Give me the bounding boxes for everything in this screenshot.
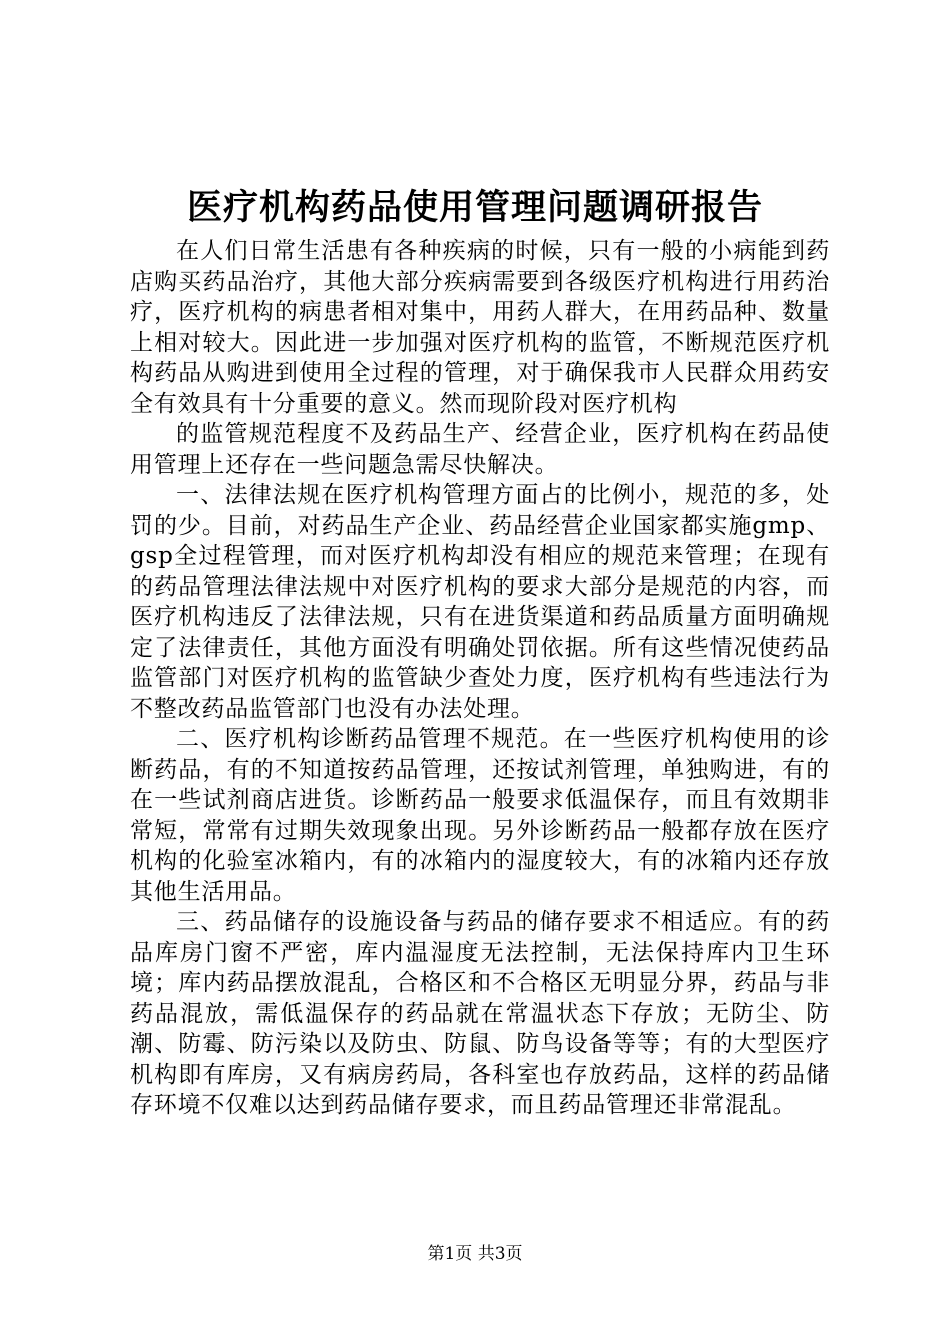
page-number-footer: 第1页 共3页 (427, 1244, 523, 1264)
document-body (130, 236, 830, 1121)
document-title: 医疗机构药品使用管理问题调研报告 (186, 187, 763, 228)
paragraph-intro: 在人们日常生活患有各种疾病的时候，只有一般的小病能到药店购买药品治疗，其他大部分疾病需要到各级医疗机构进行用药治疗，医疗机构的病患者相对集中，用药人群大，在用药品种、数量上相对较大。因此进一步加强对医疗机构的监管，不断规范医疗机构药品从购进到使用全过程的管理，对于确保我市人民群众用药安全有效具有十分重要的意义。然而现阶段对医疗机构 (130, 238, 830, 417)
paragraph-intro-continued: 的监管规范程度不及药品生产、经营企业，医疗机构在药品使用管理上还存在一些问题急需尽快解决。 (130, 421, 830, 478)
paragraph-section-3: 三、药品储存的设施设备与药品的储存要求不相适应。有的药品库房门窗不严密，库内温湿度无法控制，无法保持库内卫生环境；库内药品摆放混乱，合格区和不合格区无明显分界，药品与非药品混放，需低温保存的药品就在常温状态下存放；无防尘、防潮、防霉、防污染以及防虫、防鼠、防鸟设备等等；有的大型医疗机构即有库房，又有病房药局，各科室也存放药品，这样的药品储存环境不仅难以达到药品储存要求，而且药品管理还非常混乱。 (130, 909, 830, 1118)
paragraph-section-1: 一、法律法规在医疗机构管理方面占的比例小，规范的多，处罚的少。目前，对药品生产企业、药品经营企业国家都实施gmp、gsp全过程管理，而对医疗机构却没有相应的规范来管理；在现有的药品管理法律法规中对医疗机构的要求大部分是规范的内容，而医疗机构违反了法律法规，只有在进货渠道和药品质量方面明确规定了法律责任，其他方面没有明确处罚依据。所有这些情况使药品监管部门对医疗机构的监管缺少查处力度，医疗机构有些违法行为不整改药品监管部门也没有办法处理。 (130, 482, 830, 722)
paragraph-section-2: 二、医疗机构诊断药品管理不规范。在一些医疗机构使用的诊断药品，有的不知道按药品管理，还按试剂管理，单独购进，有的在一些试剂商店进货。诊断药品一般要求低温保存，而且有效期非常短，常常有过期失效现象出现。另外诊断药品一般都存放在医疗机构的化验室冰箱内，有的冰箱内的湿度较大，有的冰箱内还存放其他生活用品。 (130, 726, 830, 905)
